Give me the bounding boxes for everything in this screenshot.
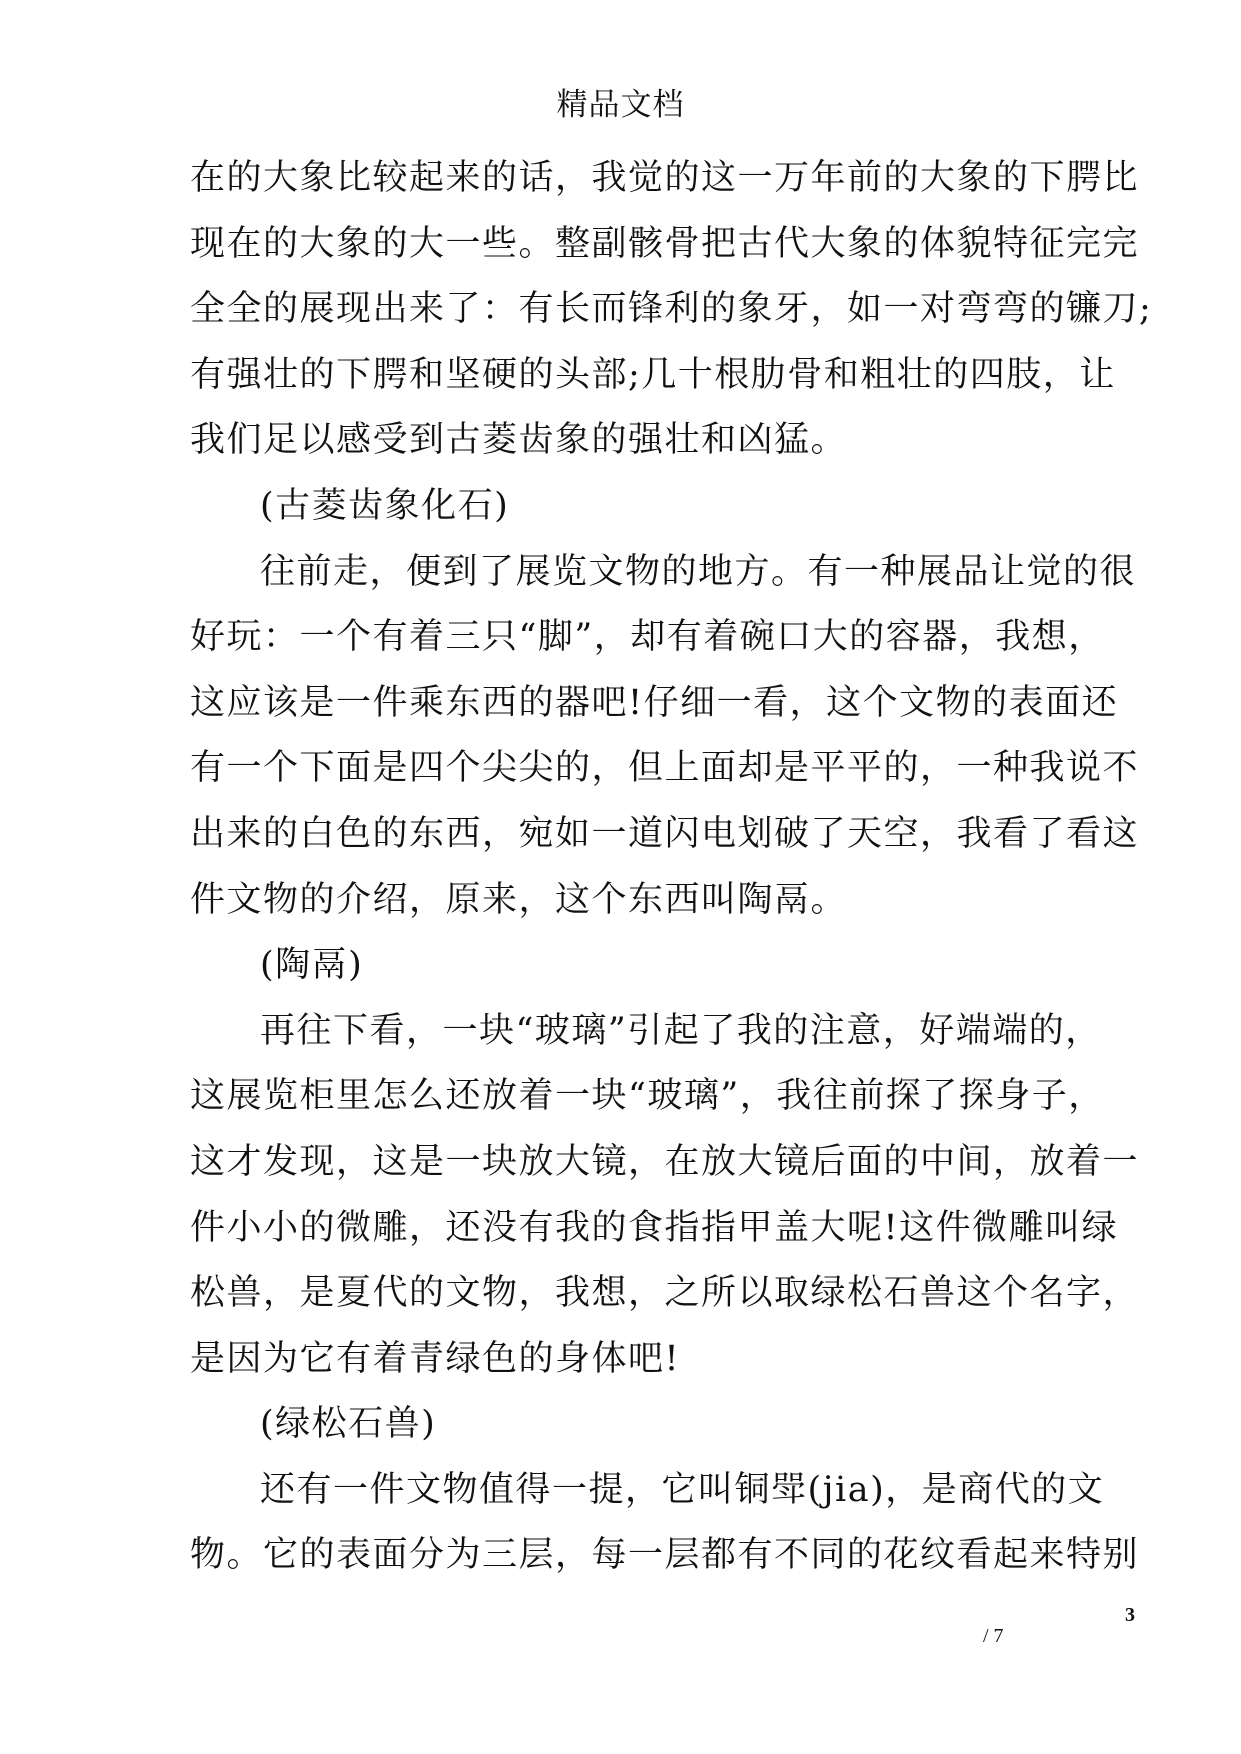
- text-line: 松兽，是夏代的文物，我想，之所以取绿松石兽这个名字，: [190, 1273, 1140, 1314]
- paragraph-start: 还有一件文物值得一提，它叫铜斝(jia)，是商代的文: [260, 1469, 1105, 1510]
- text-line: 全全的展现出来了：有长而锋利的象牙，如一对弯弯的镰刀;: [190, 289, 1153, 330]
- document-body: [190, 146, 1153, 1589]
- text-line: 这才发现，这是一块放大镜，在放大镜后面的中间，放着一: [190, 1141, 1140, 1182]
- caption-pottery: (陶鬲): [260, 945, 364, 986]
- text-line: 这展览柜里怎么还放着一块“玻璃”，我往前探了探身子，: [190, 1076, 1105, 1117]
- caption-fossil: (古菱齿象化石): [260, 485, 510, 526]
- text-line: 出来的白色的东西，宛如一道闪电划破了天空，我看了看这: [190, 813, 1140, 854]
- text-line: 现在的大象的大一些。整副骸骨把古代大象的体貌特征完完: [190, 223, 1140, 264]
- page-total: / 7: [983, 1625, 1004, 1647]
- paragraph-start: 往前走，便到了展览文物的地方。有一种展品让觉的很: [260, 551, 1137, 592]
- text-line: 是因为它有着青绿色的身体吧!: [190, 1338, 681, 1379]
- text-line: 件小小的微雕，还没有我的食指指甲盖大呢!这件微雕叫绿: [190, 1207, 1119, 1248]
- text-line: 在的大象比较起来的话，我觉的这一万年前的大象的下腭比: [190, 158, 1140, 198]
- text-line: 这应该是一件乘东西的器吧!仔细一看，这个文物的表面还: [190, 682, 1119, 723]
- page-number: 3: [1125, 1604, 1135, 1626]
- text-line: 有一个下面是四个尖尖的，但上面却是平平的，一种我说不: [190, 748, 1140, 789]
- text-line: 我们足以感受到古菱齿象的强壮和凶猛。: [190, 420, 848, 461]
- caption-turquoise-beast: (绿松石兽): [260, 1404, 437, 1445]
- text-line: 件文物的介绍，原来，这个东西叫陶鬲。: [190, 879, 848, 920]
- text-line: 好玩：一个有着三只“脚”，却有着碗口大的容器，我想，: [190, 617, 1105, 658]
- page-header-title: 精品文档: [556, 87, 685, 123]
- text-line: 物。它的表面分为三层，每一层都有不同的花纹看起来特别: [190, 1535, 1140, 1576]
- paragraph-start: 再往下看，一块“玻璃”引起了我的注意，好端端的，: [260, 1010, 1102, 1051]
- text-line: 有强壮的下腭和坚硬的头部;几十根肋骨和粗壮的四肢，让: [190, 354, 1116, 395]
